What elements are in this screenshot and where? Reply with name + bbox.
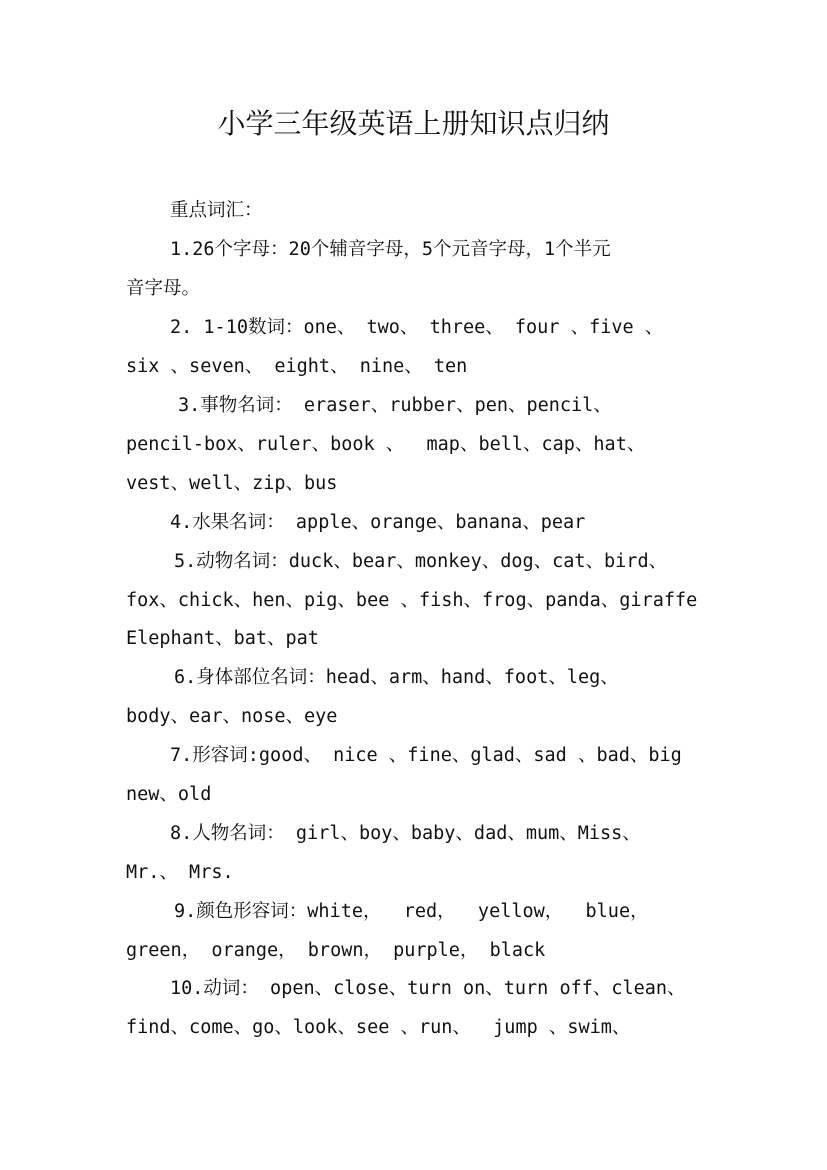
text-line: green， orange， brown， purple， black <box>126 940 546 961</box>
text-line: pencil-box、ruler、book 、 map、bell、cap、hat、 <box>126 434 646 455</box>
text-line: find、come、go、look、see 、run、 jump 、swim、 <box>126 1017 631 1038</box>
text-line: Elephant、bat、pat <box>126 628 319 649</box>
text-line: 10.动词： open、close、turn on、turn off、clean、 <box>170 978 686 999</box>
text-line: body、ear、nose、eye <box>126 706 338 727</box>
text-line: vest、well、zip、bus <box>126 473 338 494</box>
text-line: 3.事物名词： eraser、rubber、pen、pencil、 <box>178 395 612 416</box>
text-line: Mr.、 Mrs. <box>126 862 234 883</box>
section-heading: 重点词汇： <box>170 200 263 221</box>
text-line: 6.身体部位名词：head、arm、hand、foot、leg、 <box>174 667 619 688</box>
text-line: 5.动物名词：duck、bear、monkey、dog、cat、bird、 <box>174 551 668 572</box>
text-line: 7.形容词:good、 nice 、fine、glad、sad 、bad、big <box>170 745 682 766</box>
text-line: fox、chick、hen、pig、bee 、fish、frog、panda、giraffe <box>126 590 698 611</box>
page-title: 小学三年级英语上册知识点归纳 <box>217 107 610 140</box>
text-line: new、old <box>126 784 212 805</box>
text-line: 音字母。 <box>126 278 201 299</box>
text-line: six 、seven、 eight、 nine、 ten <box>126 356 468 377</box>
text-line: 8.人物名词： girl、boy、baby、dad、mum、Miss、 <box>170 823 641 844</box>
text-line: 9.颜色形容词：white， red， yellow， blue， <box>174 901 649 922</box>
text-line: 2. 1-10数词：one、 two、 three、 four 、five 、 <box>170 317 664 338</box>
text-line: 1.26个字母：20个辅音字母，5个元音字母，1个半元 <box>170 239 611 260</box>
text-line: 4.水果名词： apple、orange、banana、pear <box>170 512 586 533</box>
